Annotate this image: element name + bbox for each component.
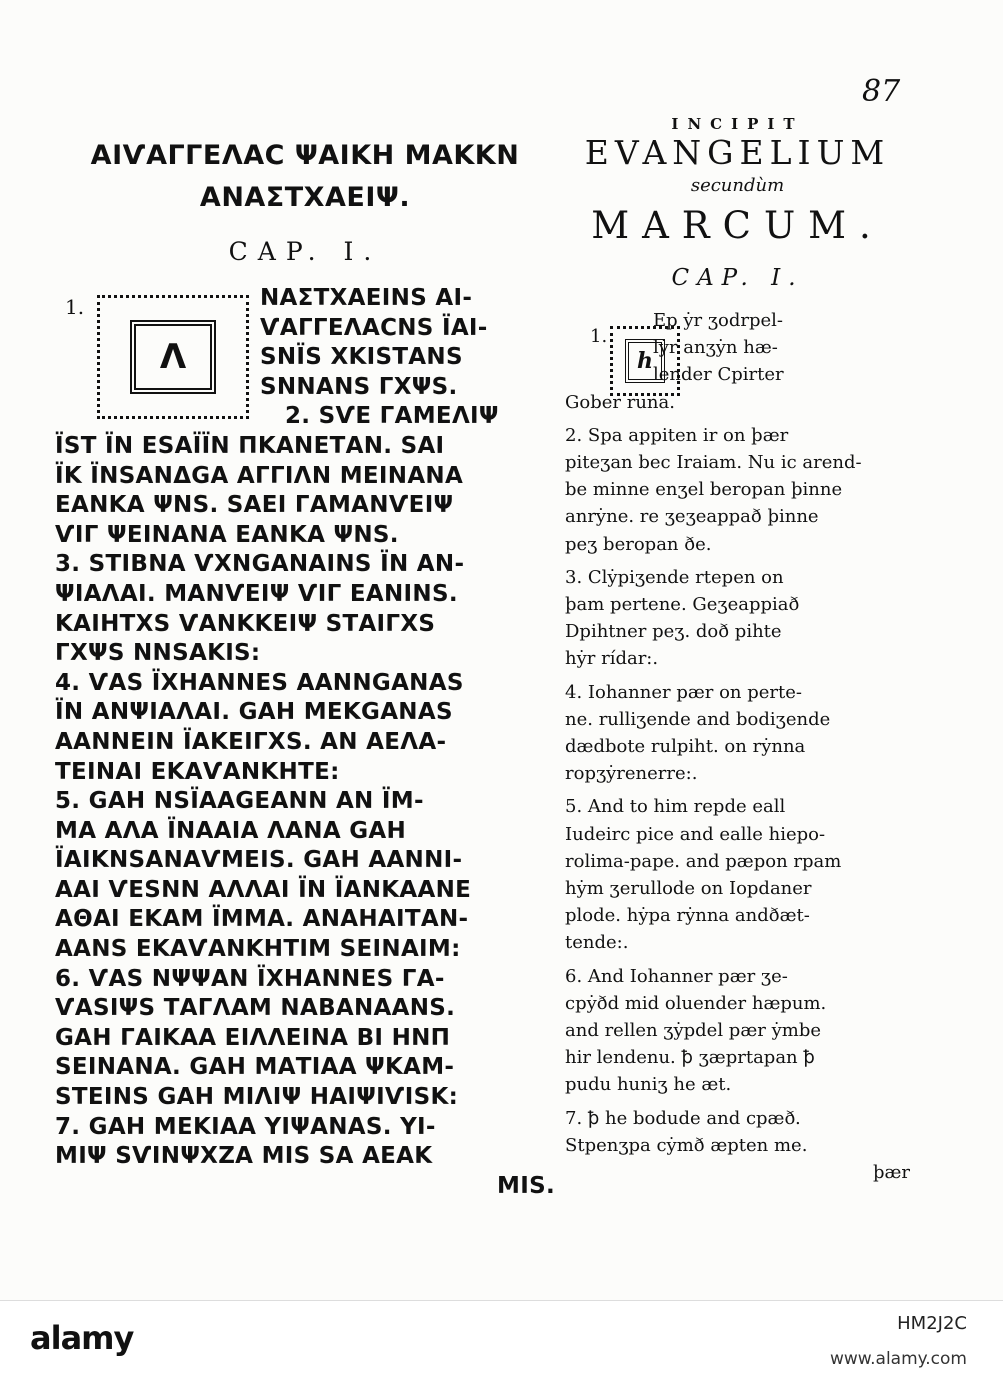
gothic-text-body (55, 284, 555, 1201)
gothic-line: GΑΗ ΓΑΙΚΑΑ ΕΙΛΛΕΙΝΑ ΒΙ ΗΝΠ (55, 1024, 451, 1051)
old-english-line: and rellen ʒẏpdel pær ẏmbe (565, 1020, 821, 1042)
evangelium-heading: EVANGELIUM (584, 133, 891, 172)
gothic-line: ΝΑΣΤΧΑΕΙΝS ΑΙ- (260, 285, 473, 311)
old-english-line: 7. ꝥ he bodude and cpæð. (565, 1107, 801, 1129)
old-english-line: hẏr rídar:. (565, 648, 659, 670)
gothic-line: ΤΕΙΝΑΙ ΕΚΑѴΑΝΚΗΤΕ: (55, 758, 340, 785)
gothic-title-line-2: ΑΝΑΣΤΧΑΕΙΨ. (199, 182, 411, 213)
old-english-line: lender Cpirter (653, 364, 784, 386)
ornamental-initial-letter: Λ (130, 320, 216, 394)
gothic-line: ѴΑSΙΨS ΤΑΓΛΑΜ ΝΑΒΑΝΑΑΝS. (55, 995, 456, 1022)
gothic-line: ΜΑ ΑΛΑ ΪΝΑΑΙΑ ΛΑΝΑ GΑΗ (55, 817, 407, 844)
gothic-line: ΕΑΝΚΑ ΨΝS. SΑΕΙ ΓΑΜΑΝѴΕΙΨ (55, 492, 454, 519)
gothic-line: ΪΑΙΚΝSΑΝΑѴΜΕΙS. GΑΗ ΑΑΝΝΙ- (55, 847, 463, 874)
old-english-chapter-heading: CAP. I. (671, 265, 804, 291)
stock-footer-bar (0, 1300, 1003, 1391)
old-english-column (565, 115, 910, 1186)
old-english-line: lẏr anʒẏn hæ- (653, 337, 778, 359)
gothic-line: ѴΙΓ ΨΕΙΝΑΝΑ ΕΑΝΚΑ ΨΝS. (55, 521, 399, 548)
old-english-text-body (565, 307, 910, 1186)
gothic-line: ΪΝ ΑΝΨΙΑΛΑΙ. GΑΗ ΜΕΚGΑΝΑS (55, 699, 453, 726)
old-english-line: tende:. (565, 932, 629, 954)
old-english-line: Iudeirc pice and ealle hiepo- (565, 823, 826, 845)
old-english-verse-1-number: 1. (590, 326, 608, 347)
old-english-line: 5. And to him repde eall (565, 796, 786, 818)
alamy-logo: alamy (30, 1319, 134, 1357)
gothic-line: ΓΧΨS ΝΝSΑΚΙS: (55, 640, 261, 667)
old-english-line: be minne enʒel beropan þinne (565, 479, 843, 501)
page-number: 87 (862, 74, 901, 109)
gothic-line: ΨΙΑΛΑΙ. ΜΑΝѴΕΙΨ ѴΙΓ ΕΑΝΙΝS. (55, 580, 458, 607)
old-english-line: hẏm ʒerullode on Iopdaner (565, 878, 812, 900)
gothic-line: 7. GΑΗ ΜΕΚΙΑΑ ΥΙΨΑΝΑS. ΥΙ- (55, 1113, 436, 1140)
incipit-heading: INCIPIT (671, 115, 804, 133)
old-english-line: piteʒan bec Iraiam. Nu ic arend- (565, 452, 862, 474)
stock-url: www.alamy.com (829, 1349, 967, 1369)
old-english-line: rolima-pape. and pæpon rpam (565, 850, 842, 872)
gothic-line: ΪST ΪΝ ΕSΑΪΪΝ ΠΚΑΝΕΤΑΝ. SΑΙ (55, 432, 445, 459)
old-english-line: ropʒẏrenerre:. (565, 763, 698, 785)
ornamental-initial-right (610, 326, 680, 396)
marcum-heading: MARCUM. (591, 204, 884, 247)
gothic-line: 4. ѴΑS ΪΧΗΑΝΝΕS ΑΑΝΝGΑΝΑS (55, 669, 464, 696)
gothic-line: ΑΑΝΝΕΙΝ ΪΑΚΕΙΓΧS. ΑΝ ΑΕΛΑ- (55, 728, 447, 755)
old-english-line: þær (872, 1162, 910, 1184)
old-english-line: peʒ beropan ðe. (565, 533, 712, 555)
gothic-line: 3. SΤΙΒΝΑ ѴΧΝGΑΝΑΙΝS ΪΝ ΑΝ- (55, 551, 465, 578)
gothic-line: SΝΪS ΧΚΙSΤΑΝS (260, 344, 463, 371)
old-english-line: Stpenʒpa cẏmð æpten me. (565, 1134, 808, 1156)
old-english-line: plode. hẏpa rẏnna andðæt- (565, 905, 810, 927)
gothic-line: SΝΝΑΝS ΓΧΨS. (260, 373, 458, 400)
old-english-line: 3. Clẏpiʒende rtepen on (565, 566, 784, 588)
old-english-line: 6. And Iohanner pær ʒe- (565, 965, 788, 987)
old-english-line: 2. Spa appiten ir on þær (565, 424, 789, 446)
old-english-line: hir lendenu. ꝥ ʒæprtapan ꝥ (565, 1047, 815, 1069)
gothic-line: ΑΑΝS ΕΚΑѴΑΝΚΗΤΙΜ SΕΙΝΑΙΜ: (55, 936, 461, 963)
secundum-heading: secundùm (690, 175, 785, 196)
gothic-line: ΑΘΑΙ ΕΚΑΜ ΪΜΜΑ. ΑΝΑΗΑΙΤΑΝ- (55, 906, 469, 933)
gothic-chapter-heading: CAP. I. (228, 237, 382, 266)
ornamental-initial-right-letter: h (625, 339, 665, 383)
gothic-line: SΤΕΙΝS GΑΗ ΜΙΛΙΨ ΗΑΙΨΙѴΙSΚ: (55, 1084, 459, 1111)
old-english-line: Ep ẏr ʒodrpel- (653, 310, 784, 331)
gothic-line: ΑΑΙ ѴΕSΝΝ ΑΛΛΑΙ ΪΝ ΪΑΝΚΑΑΝΕ (55, 876, 472, 903)
gothic-title-line-1: ΑΙѴΑΓΓΕΛΑϹ ΨΑΙΚΗ ΜΑΚΚΝ (90, 140, 520, 171)
gothic-line: ΜΙΨ SѴΙΝΨΧΖΑ ΜΙS SΑ ΑΕΑΚ (55, 1143, 433, 1170)
gothic-line: 2. SѴΕ ΓΑΜΕΛΙΨ (285, 403, 499, 430)
old-english-line: Dpihtner peʒ. doð pihte (565, 621, 782, 643)
image-id: HM2J2C (897, 1313, 967, 1334)
gothic-line: ΚΑΙΗΤΧS ѴΑΝΚΚΕΙΨ SΤΑΙΓΧS (55, 610, 436, 637)
old-english-line: 4. Iohanner pær on perte- (565, 681, 802, 703)
gothic-line: SΕΙΝΑΝΑ. GΑΗ ΜΑΤΙΑΑ ΨΚΑΜ- (55, 1054, 455, 1081)
ornamental-initial (97, 295, 249, 419)
gothic-line: ѴΑΓΓΕΛΑϹΝS ΪΑΙ- (260, 314, 488, 341)
gothic-verse-1-number: 1. (65, 295, 85, 319)
old-english-line: cpẏðd mid oluender hæpum. (565, 992, 827, 1014)
old-english-line: ne. rulliʒende and bodiʒende (565, 708, 831, 730)
gothic-line: ΜΙS. (497, 1172, 555, 1199)
old-english-line: Gober runa. (565, 391, 675, 413)
gothic-line: 5. GΑΗ ΝSΪΑΑGΕΑΝΝ ΑΝ ΪΜ- (55, 788, 424, 815)
old-english-line: þam pertene. Geʒeappiað (565, 594, 800, 616)
gothic-line: 6. ѴΑS ΝΨΨΑΝ ΪΧΗΑΝΝΕS ΓΑ- (55, 965, 445, 992)
old-english-line: dædbote rulpiht. on rẏnna (565, 736, 806, 758)
old-english-line: pudu huniʒ he æt. (565, 1074, 732, 1096)
gothic-column (55, 135, 555, 1201)
old-english-line: anrẏne. re ʒeʒeappað þinne (565, 506, 819, 528)
gothic-line: ΪΚ ΪΝSΑΝΔGΑ ΑΓΓΙΛΝ ΜΕΙΝΑΝΑ (55, 462, 464, 489)
